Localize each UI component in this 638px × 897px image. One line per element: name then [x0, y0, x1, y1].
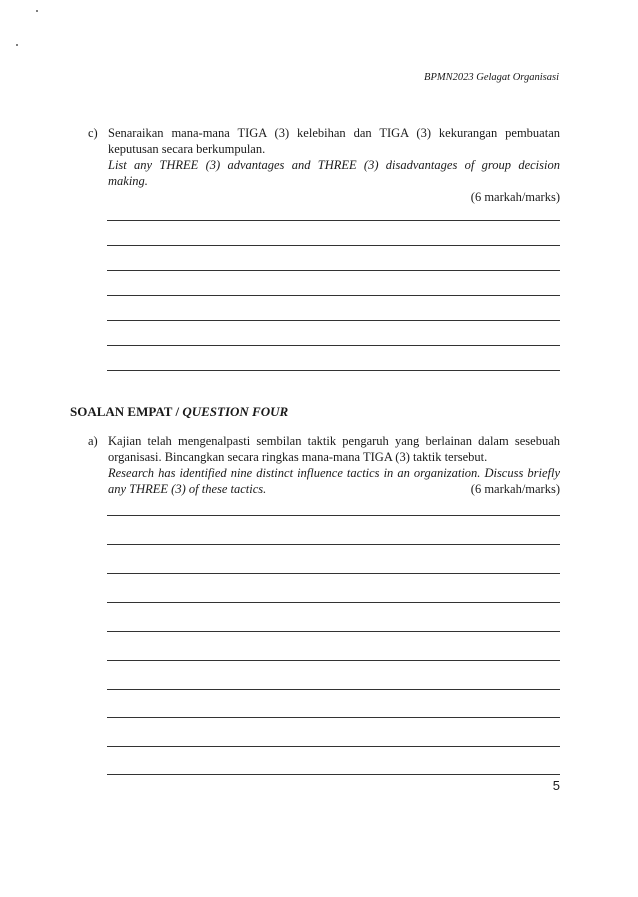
answer-line[interactable] — [107, 370, 560, 371]
section-title — [70, 404, 288, 420]
section-title-malay: SOALAN EMPAT / — [70, 404, 183, 419]
answer-line[interactable] — [107, 573, 560, 574]
question-label: a) — [88, 434, 98, 448]
answer-line[interactable] — [107, 602, 560, 603]
answer-line[interactable] — [107, 515, 560, 516]
question-c — [88, 125, 560, 205]
course-header: BPMN2023 Gelagat Organisasi — [424, 72, 559, 83]
question-english-line: any THREE (3) of these tactics. — [108, 482, 267, 496]
marks-allocation: (6 markah/marks) — [470, 190, 560, 204]
question-malay-line: Kajian telah mengenalpasti sembilan taktik pengaruh yang berlainan dalam sesebuah — [108, 434, 560, 448]
question-english-line: making. — [108, 174, 148, 188]
answer-line[interactable] — [107, 746, 560, 747]
question-malay-line: keputusan secara berkumpulan. — [108, 142, 266, 156]
answer-line[interactable] — [107, 631, 560, 632]
answer-line[interactable] — [107, 774, 560, 775]
question-a — [88, 433, 560, 497]
answer-line[interactable] — [107, 295, 560, 296]
scan-speck — [16, 44, 18, 46]
answer-line[interactable] — [107, 345, 560, 346]
answer-line[interactable] — [107, 660, 560, 661]
answer-line[interactable] — [107, 270, 560, 271]
question-malay-line: Senaraikan mana-mana TIGA (3) kelebihan dan TIGA (3) kekurangan pembuatan — [108, 126, 560, 140]
question-malay-line: organisasi. Bincangkan secara ringkas mana-mana TIGA (3) taktik tersebut. — [108, 450, 488, 464]
page-number: 5 — [552, 778, 560, 793]
scan-speck — [36, 10, 38, 12]
answer-line[interactable] — [107, 689, 560, 690]
question-label: c) — [88, 126, 98, 140]
marks-allocation: (6 markah/marks) — [470, 482, 560, 496]
section-title-english: QUESTION FOUR — [182, 404, 289, 419]
answer-line[interactable] — [107, 544, 560, 545]
answer-line[interactable] — [107, 717, 560, 718]
answer-line[interactable] — [107, 245, 560, 246]
answer-line[interactable] — [107, 220, 560, 221]
question-english-line: List any THREE (3) advantages and THREE (3) disadvantages of group decision — [108, 158, 560, 172]
question-english-line: Research has identified nine distinct influence tactics in an organization. Discuss briefly — [108, 466, 560, 480]
answer-line[interactable] — [107, 320, 560, 321]
